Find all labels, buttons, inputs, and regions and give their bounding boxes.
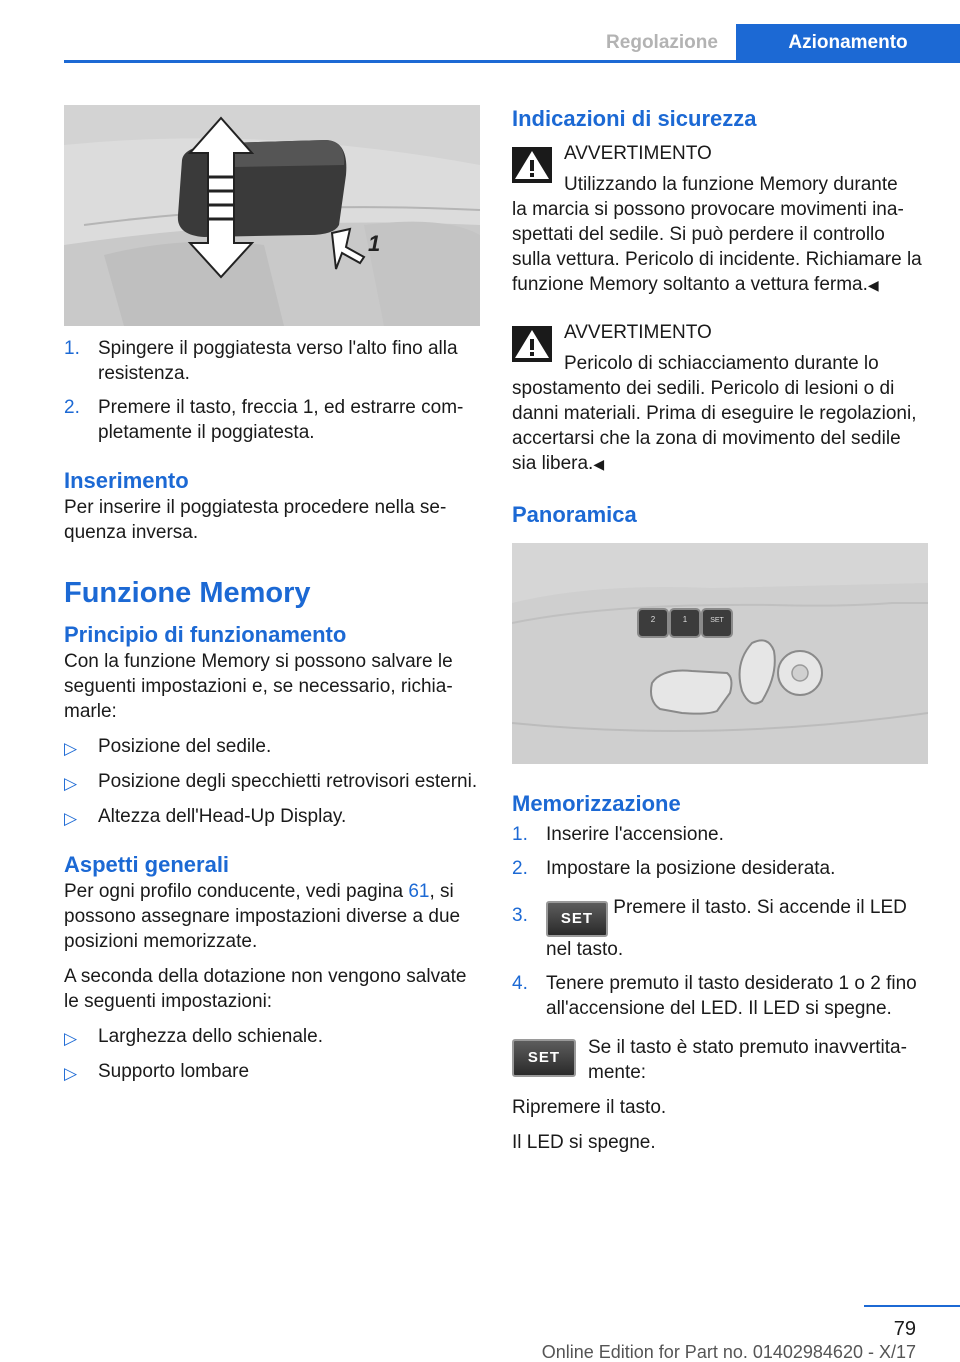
set-note-text: Se il tasto è stato premuto inavvertitamente: [588, 1037, 907, 1083]
step-number: 3. [512, 905, 528, 926]
not-saved-item-width [64, 1024, 480, 1049]
warning-block-1 [512, 141, 928, 298]
panoramica-heading: Panoramica [512, 502, 637, 527]
step-number: 1. [512, 824, 528, 845]
headrest-illustration [64, 105, 480, 326]
bullet-text: Posizione del sedile. [98, 736, 272, 757]
inserimento-text: Per inserire il poggiatesta procedere nella sequenza inversa. [64, 497, 447, 543]
warning-label: AVVERTIMENTO [564, 143, 712, 164]
inserimento-heading: Inserimento [64, 468, 189, 493]
warning-label: AVVERTIMENTO [564, 322, 712, 343]
not-saved-item-lumbar [64, 1059, 480, 1084]
warning-body [512, 376, 928, 477]
step-text: Inserire l'accensione. [546, 824, 724, 845]
memory-step-2 [512, 856, 928, 881]
generali-text-2: A seconda della dotazione non vengono salvate le seguenti impostazioni: [64, 966, 467, 1012]
header-rule [64, 60, 960, 63]
warning-body-text: spostamento dei sedili. Pericolo di lesioni o di danni materiali. Prima di eseguire le regolazioni, accertarsi che la zona di movimento del sedile sia libera. [512, 378, 917, 474]
page-header [0, 0, 960, 64]
generali-heading: Aspetti generali [64, 852, 230, 877]
bullet-triangle-icon: ▷ [64, 774, 78, 793]
bullet-text: Posizione degli specchietti retrovisori esterni. [98, 771, 478, 792]
chapter-title: Funzione Memory [64, 577, 311, 609]
step-text: Spingere il poggiatesta verso l'alto fino alla resistenza. [98, 338, 458, 384]
step-text: Premere il tasto. Si accende il LED nel tasto. [546, 897, 907, 960]
headrest-step-1 [64, 336, 480, 386]
after-text-2: Il LED si spegne. [512, 1132, 656, 1153]
seat-controls-illustration [512, 543, 928, 764]
principio-text: Con la funzione Memory si possono salvare le seguenti impostazioni e, se necessario, richiamarle: [64, 651, 453, 722]
bullet-triangle-icon: ▷ [64, 1064, 78, 1083]
memory-button-2-label: 2 [650, 615, 656, 624]
page-number: 79 [893, 1318, 916, 1340]
memory-item-hud [64, 804, 480, 829]
bullet-text: Larghezza dello schienale. [98, 1026, 323, 1047]
end-mark: ◀ [593, 456, 605, 472]
generali-text [64, 879, 480, 954]
page-link-61[interactable]: 61 [408, 881, 430, 902]
header-tab-regolazione[interactable]: Regolazione [606, 32, 718, 53]
bullet-triangle-icon: ▷ [64, 739, 78, 758]
memory-button-set-label: SET [710, 617, 724, 624]
warning-triangle-icon [512, 326, 552, 362]
warning-first-line: Utilizzando la funzione Memory durante [564, 174, 898, 195]
bullet-triangle-icon: ▷ [64, 809, 78, 828]
right-column [512, 105, 928, 1155]
edition-note: Online Edition for Part no. 01402984620 - X/17 [541, 1342, 916, 1362]
set-note [512, 1035, 928, 1085]
memory-button-1-label: 1 [682, 615, 688, 624]
header-tab-azionamento[interactable]: Azionamento [736, 24, 960, 62]
memory-step-3 [512, 895, 928, 962]
memory-step-4 [512, 971, 928, 1021]
left-column [64, 105, 480, 1084]
set-button-icon: SET [512, 1039, 576, 1077]
step-number: 4. [512, 973, 528, 994]
memorizzazione-heading: Memorizzazione [512, 791, 681, 816]
bullet-triangle-icon: ▷ [64, 1029, 78, 1048]
bullet-text: Altezza dell'Head-Up Display. [98, 806, 347, 827]
warning-triangle-icon [512, 147, 552, 183]
warning-block-2 [512, 320, 928, 477]
step-text: Premere il tasto, freccia 1, ed estrarre completamente il poggiatesta. [98, 397, 464, 443]
warning-first-line: Pericolo di schiacciamento durante lo [564, 353, 879, 374]
set-button-icon: SET [546, 901, 608, 937]
headrest-step-2 [64, 395, 480, 445]
step-text: Tenere premuto il tasto desiderato 1 o 2 fino all'accensione del LED. Il LED si spegne. [546, 973, 917, 1019]
after-text-1: Ripremere il tasto. [512, 1097, 667, 1118]
generali-text-b: , si possono assegnare impostazioni diverse a due posizioni memorizzate. [64, 881, 461, 952]
bullet-text: Supporto lombare [98, 1061, 250, 1082]
memory-step-1 [512, 822, 928, 847]
headrest-callout-label: 1 [368, 231, 381, 256]
step-number: 2. [512, 858, 528, 879]
step-number: 2. [64, 397, 80, 418]
footer-rule [864, 1305, 960, 1307]
end-mark: ◀ [867, 277, 879, 293]
principio-heading: Principio di funzionamento [64, 622, 347, 647]
memory-item-mirrors [64, 769, 480, 794]
generali-text-a: Per ogni profilo conducente, vedi pagina [64, 881, 409, 902]
memory-item-seat [64, 734, 480, 759]
step-text: Impostare la posizione desiderata. [546, 858, 836, 879]
warning-body [512, 197, 928, 298]
step-number: 1. [64, 338, 80, 359]
sicurezza-heading: Indicazioni di sicurezza [512, 106, 757, 131]
warning-body-text: la marcia si possono provocare movimenti inaspettati del sedile. Si può perdere il controllo sulla vettura. Pericolo di incidente. Richiamare la funzione Memory soltanto a vettura ferma. [512, 199, 922, 295]
